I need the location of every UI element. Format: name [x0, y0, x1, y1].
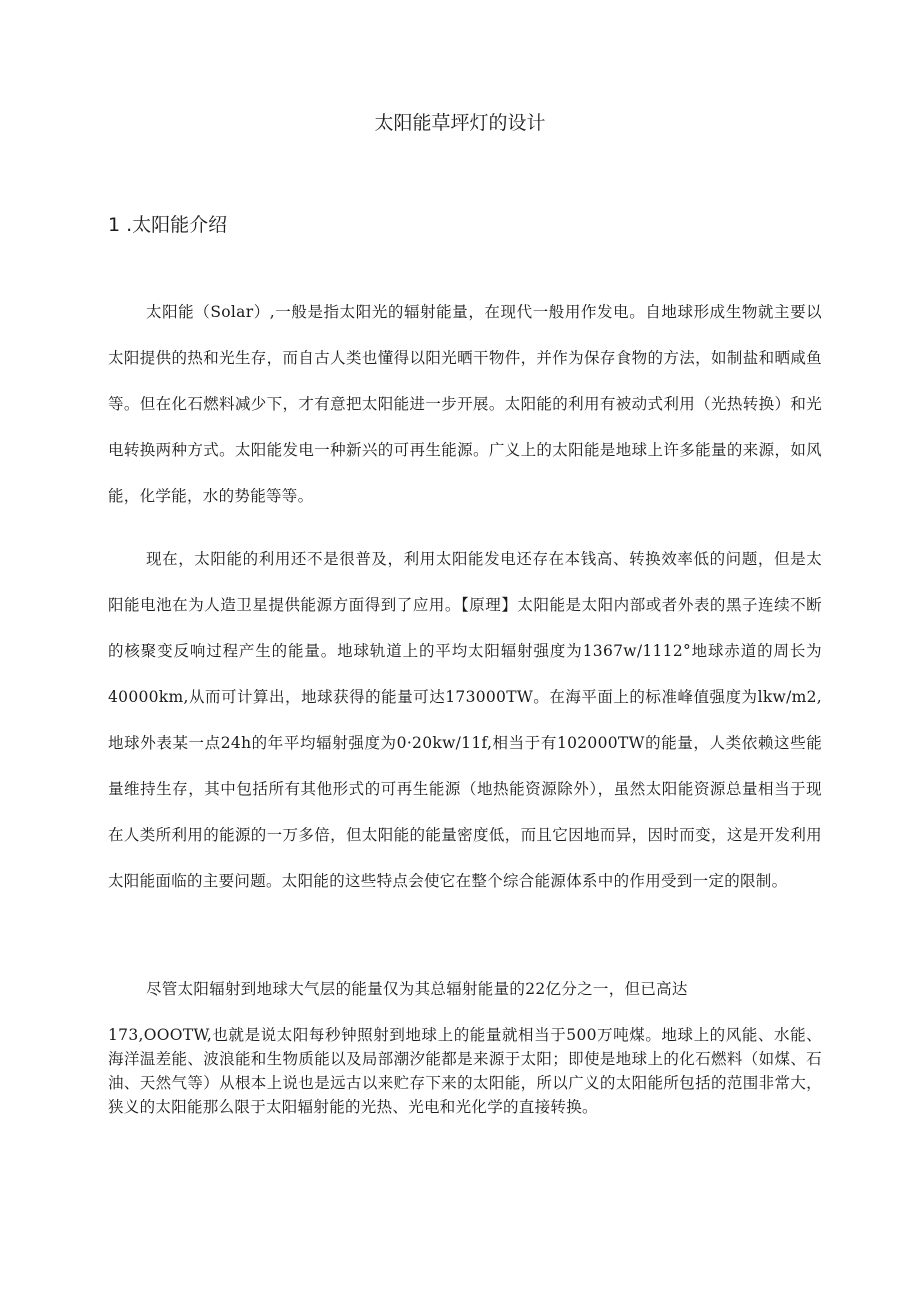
paragraph-principle: 现在，太阳能的利用还不是很普及，利用太阳能发电还存在本钱高、转换效率低的问题，但是太阳能电池在为人造卫星提供能源方面得到了应用。【原理】太阳能是太阳内部或者外表的黑子连续不断的核聚变反响过程产生的能量。地球轨道上的平均太阳辐射强度为1367w/1112°地球赤道的周长为40000km,从而可计算出，地球获得的能量可达173000TW。在海平面上的标准峰值强度为lkw/m2,地球外表某一点24h的年平均辐射强度为0·20kw/11f,相当于有102000TW的能量，人类依赖这些能量维持生存，其中包括所有其他形式的可再生能源（地热能资源除外），虽然太阳能资源总量相当于现在人类所利用的能源的一万多倍，但太阳能的能量密度低，而且它因地而异，因时而变，这是开发利用太阳能面临的主要问题。太阳能的这些特点会使它在整个综合能源体系中的作用受到一定的限制。	[108, 550, 822, 890]
document-title: 太阳能草坪灯的设计	[374, 112, 546, 134]
section-heading: 1 .太阳能介绍	[108, 214, 228, 236]
paragraph-radiation: 尽管太阳辐射到地球大气层的能量仅为其总辐射能量的22亿分之一，但已高达	[146, 980, 688, 998]
paragraph-radiation-continued: 173,OOOTW,也就是说太阳每秒钟照射到地球上的能量就相当于500万吨煤。地球上的风能、水能、海洋温差能、波浪能和生物质能以及局部潮汐能都是来源于太阳；即使是地球上的化石燃料（如煤、石油、天然气等）从根本上说也是远古以来贮存下来的太阳能，所以广义的太阳能所包括的范围非常大，狭义的太阳能那么限于太阳辐射能的光热、光电和光化学的直接转换。	[108, 1026, 822, 1116]
paragraph-intro: 太阳能（Solar）,一般是指太阳光的辐射能量，在现代一般用作发电。自地球形成生物就主要以太阳提供的热和光生存，而自古人类也懂得以阳光晒干物件，并作为保存食物的方法，如制盐和晒咸鱼等。但在化石燃料减少下，才有意把太阳能进一步开展。太阳能的利用有被动式利用（光热转换）和光电转换两种方式。太阳能发电一种新兴的可再生能源。广义上的太阳能是地球上许多能量的来源，如风能，化学能，水的势能等等。	[108, 303, 822, 505]
